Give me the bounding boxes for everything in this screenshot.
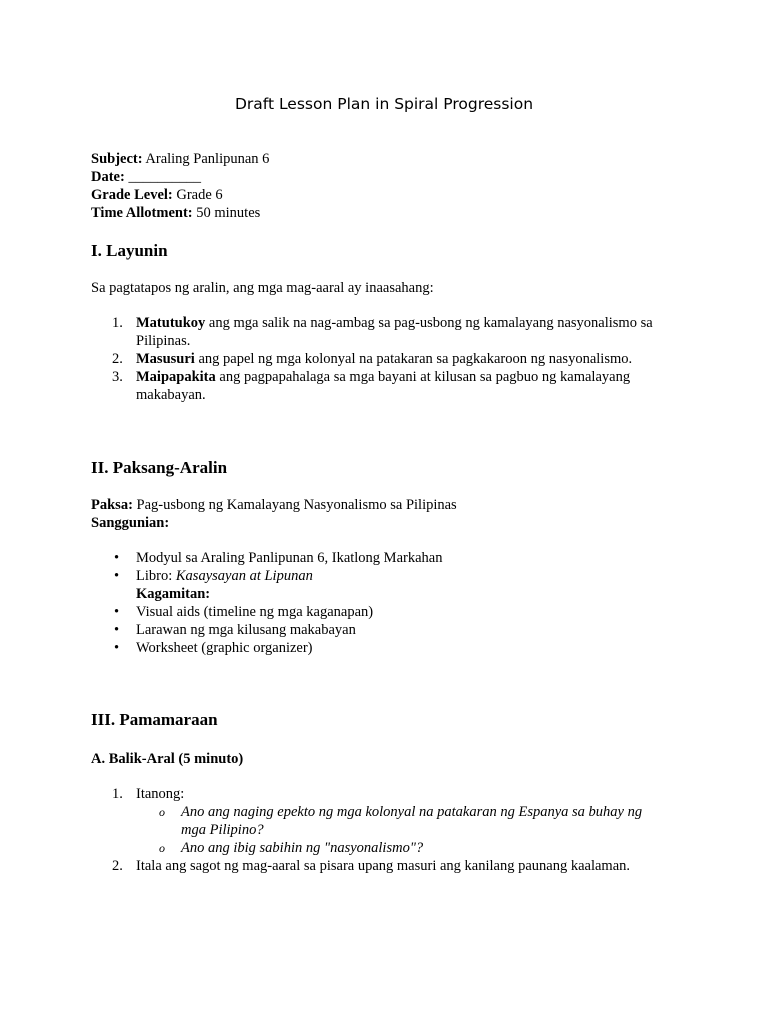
bullet-icon: • — [114, 550, 120, 566]
time-line — [91, 204, 691, 222]
list-item — [91, 314, 691, 350]
step-text: Itanong: — [136, 786, 185, 802]
paksa-line — [91, 496, 691, 514]
date-value: __________ — [124, 169, 201, 185]
document-title: Draft Lesson Plan in Spiral Progression — [234, 95, 534, 113]
question-text: Ano ang naging epekto ng mga kolonyal na patakaran ng Espanya sa buhay ng — [181, 804, 643, 820]
layunin-intro: Sa pagtatapos ng aralin, ang mga mag-aaral ay inaasahang: — [91, 280, 434, 296]
question-item — [91, 803, 691, 839]
section-heading-layunin: I. Layunin — [91, 241, 168, 260]
objective-verb: Masusuri — [136, 351, 195, 367]
list-item — [91, 549, 691, 567]
list-number: 2. — [112, 858, 123, 874]
material-text: Visual aids (timeline ng mga kaganapan) — [136, 604, 374, 620]
circle-bullet-icon: o — [159, 805, 165, 819]
subject-value: Araling Panlipunan 6 — [142, 151, 270, 167]
objective-text-cont: Pilipinas. — [136, 333, 191, 349]
objective-text: ang papel ng mga kolonyal na patakaran sa pagkakaroon ng nasyonalismo. — [194, 351, 633, 367]
paksa-block — [91, 496, 691, 532]
lesson-meta — [91, 150, 691, 222]
subsection-heading-balik-aral: A. Balik-Aral (5 minuto) — [91, 751, 244, 767]
material-text: Worksheet (graphic organizer) — [136, 640, 313, 656]
section-heading-paksang-aralin: II. Paksang-Aralin — [91, 458, 228, 477]
list-number: 3. — [112, 369, 123, 385]
list-number: 2. — [112, 351, 123, 367]
subject-label: Subject: — [91, 151, 143, 167]
list-item — [91, 567, 691, 603]
bullet-icon: • — [114, 622, 120, 638]
objective-text: ang pagpapahalaga sa mga bayani at kilusan sa pagbuo ng kamalayang — [215, 369, 631, 385]
material-text: Larawan ng mga kilusang makabayan — [136, 622, 356, 638]
paksa-label: Paksa: — [91, 497, 133, 513]
balik-aral-list — [91, 785, 691, 875]
objective-verb: Maipapakita — [136, 369, 216, 385]
section-heading-pamamaraan: III. Pamamaraan — [91, 710, 218, 729]
reference-text: Modyul sa Araling Panlipunan 6, Ikatlong Markahan — [136, 550, 443, 566]
layunin-list — [91, 314, 691, 404]
list-item — [91, 350, 691, 368]
list-item — [91, 368, 691, 404]
list-item — [91, 621, 691, 639]
list-number: 1. — [112, 786, 123, 802]
subject-line — [91, 150, 691, 168]
sanggunian-label: Sanggunian: — [91, 515, 170, 531]
question-text-cont: mga Pilipino? — [181, 822, 264, 838]
list-item — [91, 603, 691, 621]
bullet-icon: • — [114, 604, 120, 620]
bullet-icon: • — [114, 568, 120, 584]
list-item — [91, 785, 691, 803]
objective-text: ang mga salik na nag-ambag sa pag-usbong ng kamalayang nasyonalismo sa — [205, 315, 653, 331]
bullet-icon: • — [114, 640, 120, 656]
grade-line — [91, 186, 691, 204]
list-number: 1. — [112, 315, 123, 331]
reference-text: Libro: — [136, 568, 176, 584]
circle-bullet-icon: o — [159, 841, 165, 855]
objective-verb: Matutukoy — [136, 315, 206, 331]
list-item — [91, 857, 691, 875]
question-item — [91, 839, 691, 857]
question-text: Ano ang ibig sabihin ng "nasyonalismo"? — [181, 840, 424, 856]
date-line — [91, 168, 691, 186]
date-label: Date: — [91, 169, 125, 185]
sanggunian-list — [91, 549, 691, 657]
step-text: Itala ang sagot ng mag-aaral sa pisara upang masuri ang kanilang paunang kaalaman. — [136, 858, 631, 874]
list-item — [91, 639, 691, 657]
kagamitan-label: Kagamitan: — [136, 586, 211, 602]
time-value: 50 minutes — [192, 205, 261, 221]
objective-text-cont: makabayan. — [136, 387, 206, 403]
paksa-value: Pag-usbong ng Kamalayang Nasyonalismo sa Pilipinas — [132, 497, 457, 513]
grade-label: Grade Level: — [91, 187, 173, 203]
grade-value: Grade 6 — [172, 187, 223, 203]
book-title: Kasaysayan at Lipunan — [175, 568, 313, 584]
time-label: Time Allotment: — [91, 205, 193, 221]
